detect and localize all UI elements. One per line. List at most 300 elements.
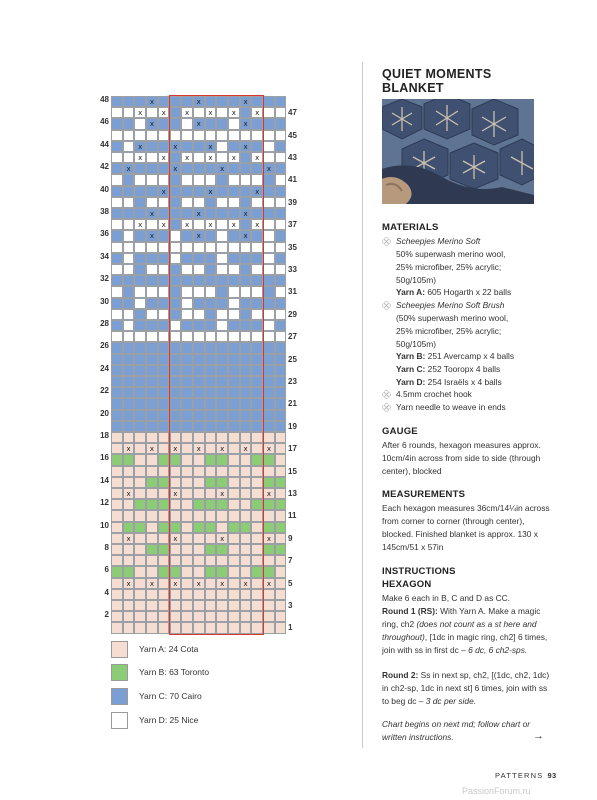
row-number-right: 9 bbox=[288, 533, 293, 543]
stitch-symbol: x bbox=[208, 187, 213, 196]
chart-cell bbox=[111, 174, 123, 185]
chart-cell bbox=[275, 510, 287, 521]
chart-cell bbox=[263, 309, 275, 320]
chart-cell bbox=[146, 600, 158, 611]
chart-cell bbox=[111, 253, 123, 264]
material-line bbox=[396, 363, 500, 376]
chart-cell bbox=[263, 208, 275, 219]
chart-cell bbox=[275, 107, 287, 118]
material-line: 50% superwash merino wool, bbox=[396, 249, 506, 259]
chart-cell bbox=[263, 622, 275, 633]
chart-cell bbox=[263, 522, 275, 533]
chart-cell bbox=[111, 275, 123, 286]
next-page-arrow-icon: → bbox=[533, 730, 544, 742]
chart-cell bbox=[146, 354, 158, 365]
chart-cell bbox=[275, 275, 287, 286]
chart-cell bbox=[146, 96, 158, 107]
row-number-left: 12 bbox=[100, 498, 109, 508]
chart-cell bbox=[111, 589, 123, 600]
chart-cell bbox=[111, 410, 123, 421]
chart-cell bbox=[275, 443, 287, 454]
chart-cell bbox=[263, 544, 275, 555]
chart-cell bbox=[111, 320, 123, 331]
row-number-right: 5 bbox=[288, 578, 293, 588]
row-number-left: 24 bbox=[100, 363, 109, 373]
material-line bbox=[396, 350, 514, 363]
row-number-right: 3 bbox=[288, 601, 293, 610]
chart-cell bbox=[134, 555, 146, 566]
chart-cell bbox=[275, 174, 287, 185]
chart-cell bbox=[123, 186, 135, 197]
chart-cell bbox=[134, 432, 146, 443]
chart-cell bbox=[146, 443, 158, 454]
stitch-symbol: x bbox=[231, 154, 236, 162]
chart-cell bbox=[123, 544, 135, 555]
chart-cell bbox=[111, 354, 123, 365]
chart-cell bbox=[263, 578, 275, 589]
material-line: Yarn needle to weave in ends bbox=[396, 402, 506, 412]
chart-cell bbox=[263, 230, 275, 241]
chart-cell bbox=[275, 298, 287, 309]
row-number-right: 15 bbox=[288, 466, 297, 476]
stitch-symbol: x bbox=[266, 445, 272, 454]
round-text: With Yarn A. Make a magic ring, ch2 bbox=[382, 606, 541, 629]
stitch-symbol: x bbox=[173, 534, 178, 543]
chart-cell bbox=[146, 264, 158, 275]
chart-cell bbox=[123, 174, 135, 185]
chart-cell bbox=[275, 163, 287, 174]
chart-cell bbox=[263, 611, 275, 622]
chart-cell bbox=[123, 107, 135, 118]
chart-cell bbox=[111, 298, 123, 309]
watermark: PassionForum.ru bbox=[462, 786, 531, 796]
material-line: Scheepjes Merino Soft Brush bbox=[396, 300, 505, 310]
stitch-symbol: x bbox=[149, 232, 155, 241]
row-number-left: 16 bbox=[100, 453, 109, 463]
chart-cell bbox=[123, 163, 135, 174]
row-number-right: 19 bbox=[288, 421, 297, 431]
chart-cell bbox=[134, 186, 146, 197]
yarn-label: Yarn A: bbox=[396, 287, 426, 297]
chart-cell bbox=[123, 387, 135, 398]
legend-swatch bbox=[111, 641, 128, 658]
chart-cell bbox=[134, 566, 146, 577]
material-line: Scheepjes Merino Soft bbox=[396, 236, 481, 246]
round-1-text bbox=[382, 605, 552, 657]
chart-cell bbox=[134, 320, 146, 331]
chart-cell bbox=[123, 354, 135, 365]
chart-cell bbox=[111, 555, 123, 566]
chart-cell bbox=[111, 466, 123, 477]
stitch-symbol: x bbox=[173, 490, 178, 498]
chart-cell bbox=[146, 387, 158, 398]
stitch-symbol: x bbox=[255, 187, 260, 196]
chart-cell bbox=[123, 622, 135, 633]
stitch-symbol: x bbox=[126, 445, 131, 454]
chart-cell bbox=[134, 544, 146, 555]
chart-cell bbox=[134, 522, 146, 533]
gauge-heading: GAUGE bbox=[382, 426, 418, 437]
row-number-right: 29 bbox=[288, 309, 297, 319]
row-number-left: 22 bbox=[100, 386, 109, 396]
chart-cell bbox=[275, 398, 287, 409]
yarn-text: 254 Israëls x 4 balls bbox=[425, 377, 502, 387]
chart-cell bbox=[123, 443, 135, 454]
chart-cell bbox=[134, 298, 146, 309]
round-label: Round 1 (RS): bbox=[382, 606, 438, 616]
chart-cell bbox=[275, 432, 287, 443]
chart-cell bbox=[263, 555, 275, 566]
row-number-right: 35 bbox=[288, 242, 297, 252]
legend-label: Yarn C: 70 Cairo bbox=[139, 691, 202, 701]
chart-cell bbox=[275, 622, 287, 633]
row-number-right: 21 bbox=[288, 399, 297, 409]
chart-cell bbox=[146, 622, 158, 633]
stitch-symbol: x bbox=[196, 120, 201, 129]
chart-cell bbox=[263, 365, 275, 376]
chart-cell bbox=[123, 141, 135, 152]
stitch-symbol: x bbox=[196, 232, 201, 241]
stitch-symbol: x bbox=[184, 221, 190, 230]
chart-cell bbox=[111, 264, 123, 275]
chart-cell bbox=[134, 622, 146, 633]
column-divider bbox=[362, 62, 363, 748]
chart-cell bbox=[111, 376, 123, 387]
material-line: 50g/105m) bbox=[396, 339, 437, 349]
stitch-symbol: x bbox=[161, 154, 166, 162]
chart-cell bbox=[123, 522, 135, 533]
chart-cell bbox=[146, 197, 158, 208]
stitch-symbol: x bbox=[266, 490, 272, 498]
chart-cell bbox=[146, 477, 158, 488]
chart-cell bbox=[111, 398, 123, 409]
chart-cell bbox=[146, 242, 158, 253]
chart-cell bbox=[111, 152, 123, 163]
stitch-symbol: x bbox=[266, 165, 272, 174]
chart-cell bbox=[275, 264, 287, 275]
chart-cell bbox=[263, 264, 275, 275]
stitch-symbol: x bbox=[126, 165, 131, 174]
chart-cell bbox=[123, 331, 135, 342]
chart-cell bbox=[134, 152, 146, 163]
stitch-symbol: x bbox=[161, 109, 166, 118]
chart-cell bbox=[146, 275, 158, 286]
chart-cell bbox=[111, 622, 123, 633]
chart-cell bbox=[146, 466, 158, 477]
chart-cell bbox=[123, 275, 135, 286]
chart-cell bbox=[134, 600, 146, 611]
row-number-left: 40 bbox=[100, 184, 109, 194]
round-note: (does not count as a st here and throughout) bbox=[382, 618, 537, 642]
chart-cell bbox=[134, 398, 146, 409]
row-number-right: 37 bbox=[288, 220, 297, 230]
footer-section: PATTERNS bbox=[495, 771, 544, 780]
chart-cell bbox=[275, 376, 287, 387]
stitch-symbol: x bbox=[220, 445, 225, 454]
chart-cell bbox=[275, 118, 287, 129]
row-number-right: 11 bbox=[288, 511, 297, 521]
chart-cell bbox=[275, 242, 287, 253]
chart-cell bbox=[111, 242, 123, 253]
row-number-right: 27 bbox=[288, 332, 297, 342]
material-line: (50% superwash merino wool, bbox=[396, 313, 509, 323]
chart-cell bbox=[263, 376, 275, 387]
chart-cell bbox=[263, 488, 275, 499]
chart-cell bbox=[111, 432, 123, 443]
chart-cell bbox=[275, 578, 287, 589]
chart-cell bbox=[134, 107, 146, 118]
chart-cell bbox=[134, 96, 146, 107]
blanket-photo bbox=[382, 99, 534, 204]
chart-cell bbox=[134, 286, 146, 297]
chart-cell bbox=[275, 96, 287, 107]
chart-cell bbox=[134, 118, 146, 129]
stitch-symbol: x bbox=[126, 579, 131, 588]
chart-cell bbox=[134, 163, 146, 174]
materials-heading: MATERIALS bbox=[382, 222, 439, 233]
chart-cell bbox=[146, 331, 158, 342]
chart-cell bbox=[134, 197, 146, 208]
chart-cell bbox=[123, 398, 135, 409]
gauge-text: After 6 rounds, hexagon measures approx. 10cm/4in across from side to side (through center), blocked bbox=[382, 440, 541, 476]
row-number-right: 31 bbox=[288, 287, 297, 297]
chart-cell bbox=[275, 499, 287, 510]
chart-cell bbox=[111, 130, 123, 141]
chart-cell bbox=[123, 432, 135, 443]
stitch-symbol: x bbox=[231, 221, 236, 230]
title-line: BLANKET bbox=[382, 80, 444, 95]
stitch-symbol: x bbox=[173, 142, 178, 151]
chart-cell bbox=[146, 510, 158, 521]
chart-cell bbox=[123, 454, 135, 465]
chart-cell bbox=[111, 141, 123, 152]
chart-cell bbox=[123, 152, 135, 163]
chart-cell bbox=[111, 331, 123, 342]
chart-cell bbox=[263, 253, 275, 264]
yarn-text: 252 Tooropx 4 balls bbox=[425, 364, 501, 374]
chart-cell bbox=[111, 219, 123, 230]
chart-cell bbox=[263, 141, 275, 152]
measurements-text: Each hexagon measures 36cm/14¼in across from corner to corner (through center), blocked. Finished blanket is approx. 130 x 145cm/51 x 57in bbox=[382, 503, 550, 552]
chart-cell bbox=[134, 488, 146, 499]
chart-cell bbox=[275, 410, 287, 421]
chart-cell bbox=[263, 410, 275, 421]
stitch-symbol: x bbox=[208, 142, 213, 151]
material-line: 25% microfiber, 25% acrylic; bbox=[396, 262, 502, 272]
stitch-symbol: x bbox=[173, 165, 178, 174]
chart-cell bbox=[263, 96, 275, 107]
stitch-symbol: x bbox=[126, 534, 131, 543]
chart-cell bbox=[111, 96, 123, 107]
yarn-text: 251 Avercamp x 4 balls bbox=[425, 351, 515, 361]
stitch-symbol: x bbox=[255, 154, 260, 162]
chart-cell bbox=[111, 566, 123, 577]
chart-cell bbox=[146, 589, 158, 600]
chart-cell bbox=[134, 219, 146, 230]
chart-cell bbox=[275, 130, 287, 141]
chart-cell bbox=[134, 253, 146, 264]
chart-cell bbox=[275, 600, 287, 611]
round-count: 6 dc, 6 ch2-sps. bbox=[468, 644, 528, 655]
chart-cell bbox=[275, 533, 287, 544]
instructions-heading: INSTRUCTIONS bbox=[382, 566, 456, 577]
chart-cell bbox=[146, 499, 158, 510]
chart-cell bbox=[123, 264, 135, 275]
stitch-symbol: x bbox=[173, 445, 178, 454]
chart-cell bbox=[111, 499, 123, 510]
chart-cell bbox=[263, 331, 275, 342]
chart-cell bbox=[134, 208, 146, 219]
row-number-left: 8 bbox=[104, 543, 109, 552]
chart-cell bbox=[134, 510, 146, 521]
chart-cell bbox=[134, 331, 146, 342]
stitch-symbol: x bbox=[161, 221, 166, 230]
chart-cell bbox=[123, 589, 135, 600]
chart-cell bbox=[275, 230, 287, 241]
chart-cell bbox=[123, 410, 135, 421]
chart-cell bbox=[146, 141, 158, 152]
chart-cell bbox=[275, 342, 287, 353]
title-line: QUIET MOMENTS bbox=[382, 67, 492, 81]
chart-cell bbox=[146, 454, 158, 465]
chart-cell bbox=[146, 219, 158, 230]
make-text: Make 6 each in B, C and D as CC. bbox=[382, 593, 511, 603]
page-number: 93 bbox=[547, 771, 557, 780]
chart-cell bbox=[263, 533, 275, 544]
chart-cell bbox=[146, 163, 158, 174]
pattern-repeat-box bbox=[169, 95, 265, 635]
chart-cell bbox=[134, 309, 146, 320]
chart-cell bbox=[111, 208, 123, 219]
chart-cell bbox=[275, 286, 287, 297]
flower-bullet-icon bbox=[382, 301, 391, 310]
chart-cell bbox=[263, 477, 275, 488]
stitch-symbol: x bbox=[220, 165, 225, 174]
chart-cell bbox=[123, 421, 135, 432]
row-number-left: 20 bbox=[100, 408, 109, 418]
chart-cell bbox=[111, 309, 123, 320]
chart-cell bbox=[123, 376, 135, 387]
chart-cell bbox=[263, 398, 275, 409]
chart-cell bbox=[123, 488, 135, 499]
row-number-right: 43 bbox=[288, 153, 297, 162]
chart-cell bbox=[134, 174, 146, 185]
chart-note: Chart begins on next md; follow chart or written instructions. bbox=[382, 719, 531, 742]
chart-cell bbox=[263, 566, 275, 577]
chart-cell bbox=[263, 342, 275, 353]
chart-cell bbox=[263, 107, 275, 118]
row-number-left: 14 bbox=[100, 475, 109, 485]
chart-cell bbox=[111, 230, 123, 241]
chart-cell bbox=[275, 421, 287, 432]
chart-cell bbox=[111, 510, 123, 521]
row-number-right: 47 bbox=[288, 108, 297, 118]
stitch-symbol: x bbox=[243, 142, 248, 151]
chart-cell bbox=[146, 533, 158, 544]
row-number-left: 42 bbox=[100, 162, 109, 172]
chart-cell bbox=[111, 107, 123, 118]
chart-cell bbox=[275, 152, 287, 163]
chart-cell bbox=[275, 219, 287, 230]
stitch-symbol: x bbox=[255, 221, 260, 230]
stitch-symbol: x bbox=[243, 445, 248, 454]
chart-cell bbox=[134, 242, 146, 253]
chart-cell bbox=[111, 544, 123, 555]
chart-cell bbox=[111, 522, 123, 533]
legend-swatch bbox=[111, 664, 128, 681]
chart-cell bbox=[146, 421, 158, 432]
chart-cell bbox=[146, 555, 158, 566]
row-number-right: 45 bbox=[288, 130, 297, 140]
stitch-symbol: x bbox=[220, 579, 225, 588]
chart-cell bbox=[123, 600, 135, 611]
chart-cell bbox=[134, 499, 146, 510]
chart-cell bbox=[263, 454, 275, 465]
chart-cell bbox=[134, 533, 146, 544]
chart-cell bbox=[134, 376, 146, 387]
stitch-symbol: x bbox=[138, 142, 143, 151]
chart-cell bbox=[275, 544, 287, 555]
stitch-symbol: x bbox=[196, 579, 201, 588]
yarn-text: 605 Hogarth x 22 balls bbox=[425, 287, 512, 297]
chart-cell bbox=[146, 578, 158, 589]
chart-cell bbox=[146, 432, 158, 443]
chart-cell bbox=[263, 589, 275, 600]
chart-cell bbox=[146, 118, 158, 129]
row-number-right: 25 bbox=[288, 354, 297, 364]
row-number-left: 36 bbox=[100, 229, 109, 239]
stitch-symbol: x bbox=[149, 120, 155, 129]
stitch-symbol: x bbox=[196, 210, 201, 218]
row-number-left: 2 bbox=[104, 610, 109, 620]
chart-cell bbox=[146, 522, 158, 533]
row-number-right: 23 bbox=[288, 377, 297, 386]
chart-cell bbox=[146, 298, 158, 309]
hexagon-heading: HEXAGON bbox=[382, 579, 432, 590]
stitch-symbol: x bbox=[243, 98, 248, 106]
chart-cell bbox=[123, 499, 135, 510]
chart-cell bbox=[263, 421, 275, 432]
legend-label: Yarn B: 63 Toronto bbox=[139, 667, 210, 677]
row-number-right: 41 bbox=[288, 175, 297, 185]
chart-cell bbox=[111, 578, 123, 589]
chart-cell bbox=[275, 186, 287, 197]
row-number-right: 17 bbox=[288, 444, 297, 454]
stitch-symbol: x bbox=[149, 579, 155, 588]
chart-cell bbox=[146, 286, 158, 297]
row-number-left: 18 bbox=[100, 431, 109, 440]
row-number-left: 48 bbox=[100, 95, 109, 104]
chart-cell bbox=[263, 118, 275, 129]
chart-cell bbox=[134, 275, 146, 286]
chart-cell bbox=[111, 286, 123, 297]
yarn-label: Yarn C: bbox=[396, 364, 426, 374]
chart-cell bbox=[275, 354, 287, 365]
chart-cell bbox=[123, 309, 135, 320]
stitch-symbol: x bbox=[184, 109, 190, 118]
chart-cell bbox=[263, 499, 275, 510]
chart-cell bbox=[134, 387, 146, 398]
chart-cell bbox=[111, 600, 123, 611]
chart-cell bbox=[134, 410, 146, 421]
chart-cell bbox=[134, 342, 146, 353]
chart-cell bbox=[123, 130, 135, 141]
pattern-title bbox=[382, 68, 491, 95]
chart-cell bbox=[111, 197, 123, 208]
chart-cell bbox=[134, 611, 146, 622]
chart-cell bbox=[146, 398, 158, 409]
chart-cell bbox=[263, 163, 275, 174]
